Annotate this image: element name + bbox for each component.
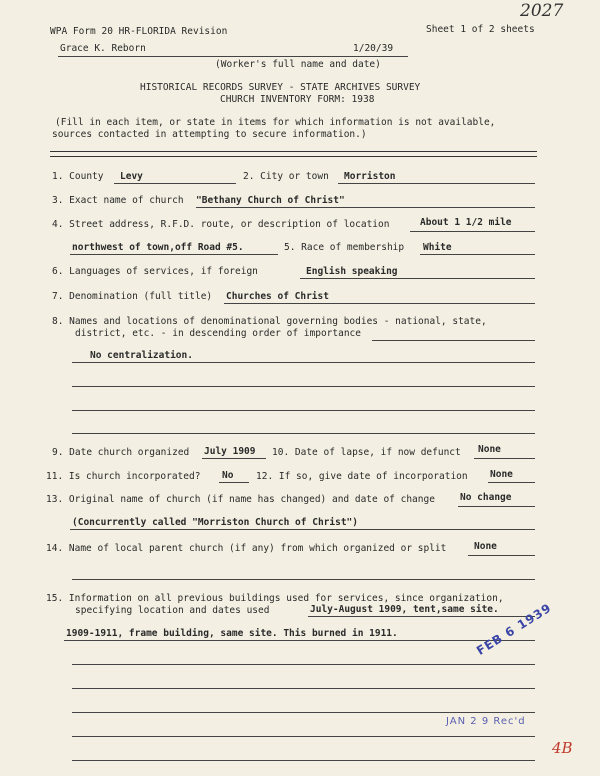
item-4-value: About 1 1/2 mile [420, 217, 512, 228]
item-7-label: 7. Denomination (full title) [52, 291, 213, 302]
item-3-value: "Bethany Church of Christ" [196, 195, 345, 206]
item-4-value-2: northwest of town,off Road #5. [72, 242, 244, 253]
received-stamp-feb: FEB 6 1939 [474, 600, 555, 658]
item-6-label: 6. Languages of services, if foreign [52, 266, 258, 277]
item-13-label: 13. Original name of church (if name has changed) and date of change [46, 494, 435, 505]
item-1-value: Levy [120, 171, 143, 182]
catalog-number: 2027 [520, 1, 564, 21]
item-15-label-2: specifying location and dates used [75, 605, 270, 616]
worker-date: 1/20/39 [353, 43, 394, 54]
header-rule-1 [50, 151, 537, 152]
item-8-value: No centralization. [90, 350, 193, 361]
item-1-line [114, 183, 236, 184]
item-2-line [338, 183, 535, 184]
item-15-line [308, 616, 535, 617]
item-15-line-3 [72, 664, 535, 665]
form-id: WPA Form 20 HR-FLORIDA Revision [50, 26, 228, 37]
instructions-line-2: sources contacted in attempting to secure information.) [52, 129, 367, 140]
item-15-line-2 [64, 640, 535, 641]
item-9-line [202, 458, 266, 459]
item-8-line [372, 340, 535, 341]
item-3-label: 3. Exact name of church [52, 195, 184, 206]
item-9-value: July 1909 [204, 446, 256, 457]
received-stamp-jan: JAN 2 9 Rec'd [446, 716, 526, 727]
item-5-value: White [423, 242, 452, 253]
item-13-value-2: (Concurrently called "Morriston Church of Christ") [72, 517, 358, 528]
item-15-line-5 [72, 712, 535, 713]
item-15-line-7 [72, 760, 535, 761]
item-6-line [300, 278, 535, 279]
item-1-label: 1. County [52, 171, 104, 182]
item-11-label: 11. Is church incorporated? [46, 471, 201, 482]
item-13-line [458, 506, 535, 507]
item-10-value: None [478, 444, 501, 455]
item-12-value: None [490, 469, 513, 480]
item-11-line [219, 482, 249, 483]
item-6-value: English speaking [306, 266, 398, 277]
item-2-label: 2. City or town [243, 171, 329, 182]
item-8-line-2 [72, 362, 535, 363]
item-7-line [224, 303, 535, 304]
instructions-line-1: (Fill in each item, or state in items for which information is not available, [55, 117, 496, 128]
item-2-value: Morriston [344, 171, 396, 182]
form-title: CHURCH INVENTORY FORM: 1938 [220, 94, 375, 105]
item-13-value: No change [460, 492, 512, 503]
item-5-label: 5. Race of membership [284, 242, 405, 253]
item-7-value: Churches of Christ [226, 291, 329, 302]
item-15-value-2: 1909-1911, frame building, same site. This burned in 1911. [66, 628, 398, 639]
item-8-line-5 [72, 433, 535, 434]
header-rule-2 [50, 156, 537, 157]
item-10-label: 10. Date of lapse, if now defunct [272, 447, 461, 458]
item-11-value: No [222, 470, 234, 481]
item-13-line-2 [70, 529, 535, 530]
item-4-line-2 [70, 254, 278, 255]
worker-underline [58, 56, 408, 57]
item-8-label-2: district, etc. - in descending order of importance [75, 328, 361, 339]
item-9-label: 9. Date church organized [52, 447, 190, 458]
worker-name: Grace K. Reborn [60, 43, 146, 54]
item-15-line-4 [72, 688, 535, 689]
item-15-value: July-August 1909, tent,same site. [310, 604, 499, 615]
item-10-line [474, 458, 535, 459]
survey-title: HISTORICAL RECORDS SURVEY - STATE ARCHIVES SURVEY [140, 82, 421, 93]
item-8-label: 8. Names and locations of denominational governing bodies - national, state, [52, 316, 487, 327]
item-14-line [468, 555, 535, 556]
item-14-line-2 [72, 579, 535, 580]
item-12-label: 12. If so, give date of incorporation [256, 471, 468, 482]
item-5-line [420, 254, 535, 255]
item-15-label: 15. Information on all previous buildings used for services, since organization, [46, 593, 504, 604]
item-14-value: None [474, 541, 497, 552]
item-8-line-3 [72, 386, 535, 387]
worker-caption: (Worker's full name and date) [215, 59, 381, 70]
item-14-label: 14. Name of local parent church (if any) from which organized or split [46, 543, 447, 554]
item-8-line-4 [72, 410, 535, 411]
item-12-line [488, 482, 535, 483]
item-4-label: 4. Street address, R.F.D. route, or description of location [52, 219, 390, 230]
item-3-line [196, 207, 535, 208]
sheet-number: Sheet 1 of 2 sheets [426, 24, 535, 35]
item-15-line-6 [72, 736, 535, 737]
corner-mark: 4B [552, 739, 573, 757]
item-4-line [410, 231, 535, 232]
